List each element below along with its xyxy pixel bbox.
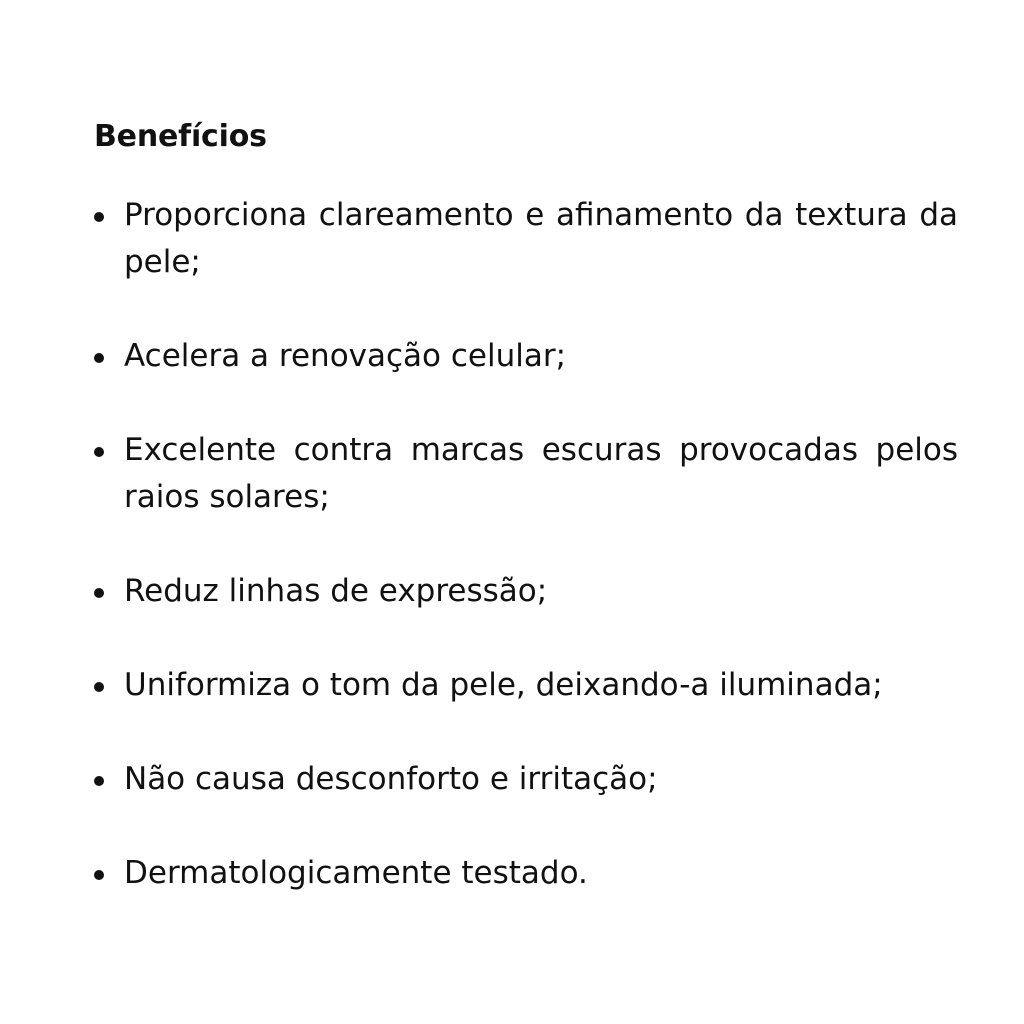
benefit-text: Proporciona clareamento e afinamento da textura da pele; <box>124 197 958 280</box>
benefits-section <box>94 116 958 897</box>
benefit-text: Não causa desconforto e irritação; <box>124 761 658 797</box>
benefit-item-testado <box>94 850 958 897</box>
benefit-text: Dermatologicamente testado. <box>124 855 588 891</box>
bullet-icon <box>94 756 124 786</box>
bullet-icon <box>94 662 124 692</box>
benefit-item-clareamento <box>94 192 958 286</box>
bullet-icon <box>94 333 124 363</box>
bullet-icon <box>94 427 124 457</box>
bullet-icon <box>94 568 124 598</box>
section-title: Benefícios <box>94 119 267 154</box>
bullet-icon <box>94 850 124 880</box>
benefit-text: Acelera a renovação celular; <box>124 338 567 374</box>
benefit-text: Uniformiza o tom da pele, deixando-a iluminada; <box>124 667 883 703</box>
benefit-item-marcas <box>94 427 958 521</box>
benefit-item-renovacao <box>94 333 958 380</box>
bullet-icon <box>94 192 124 222</box>
benefit-item-linhas <box>94 568 958 615</box>
benefit-item-irritacao <box>94 756 958 803</box>
benefit-item-tom <box>94 662 958 709</box>
benefits-list <box>94 192 958 897</box>
benefit-text: Excelente contra marcas escuras provocadas pelos raios solares; <box>124 432 958 515</box>
benefit-text: Reduz linhas de expressão; <box>124 573 548 609</box>
